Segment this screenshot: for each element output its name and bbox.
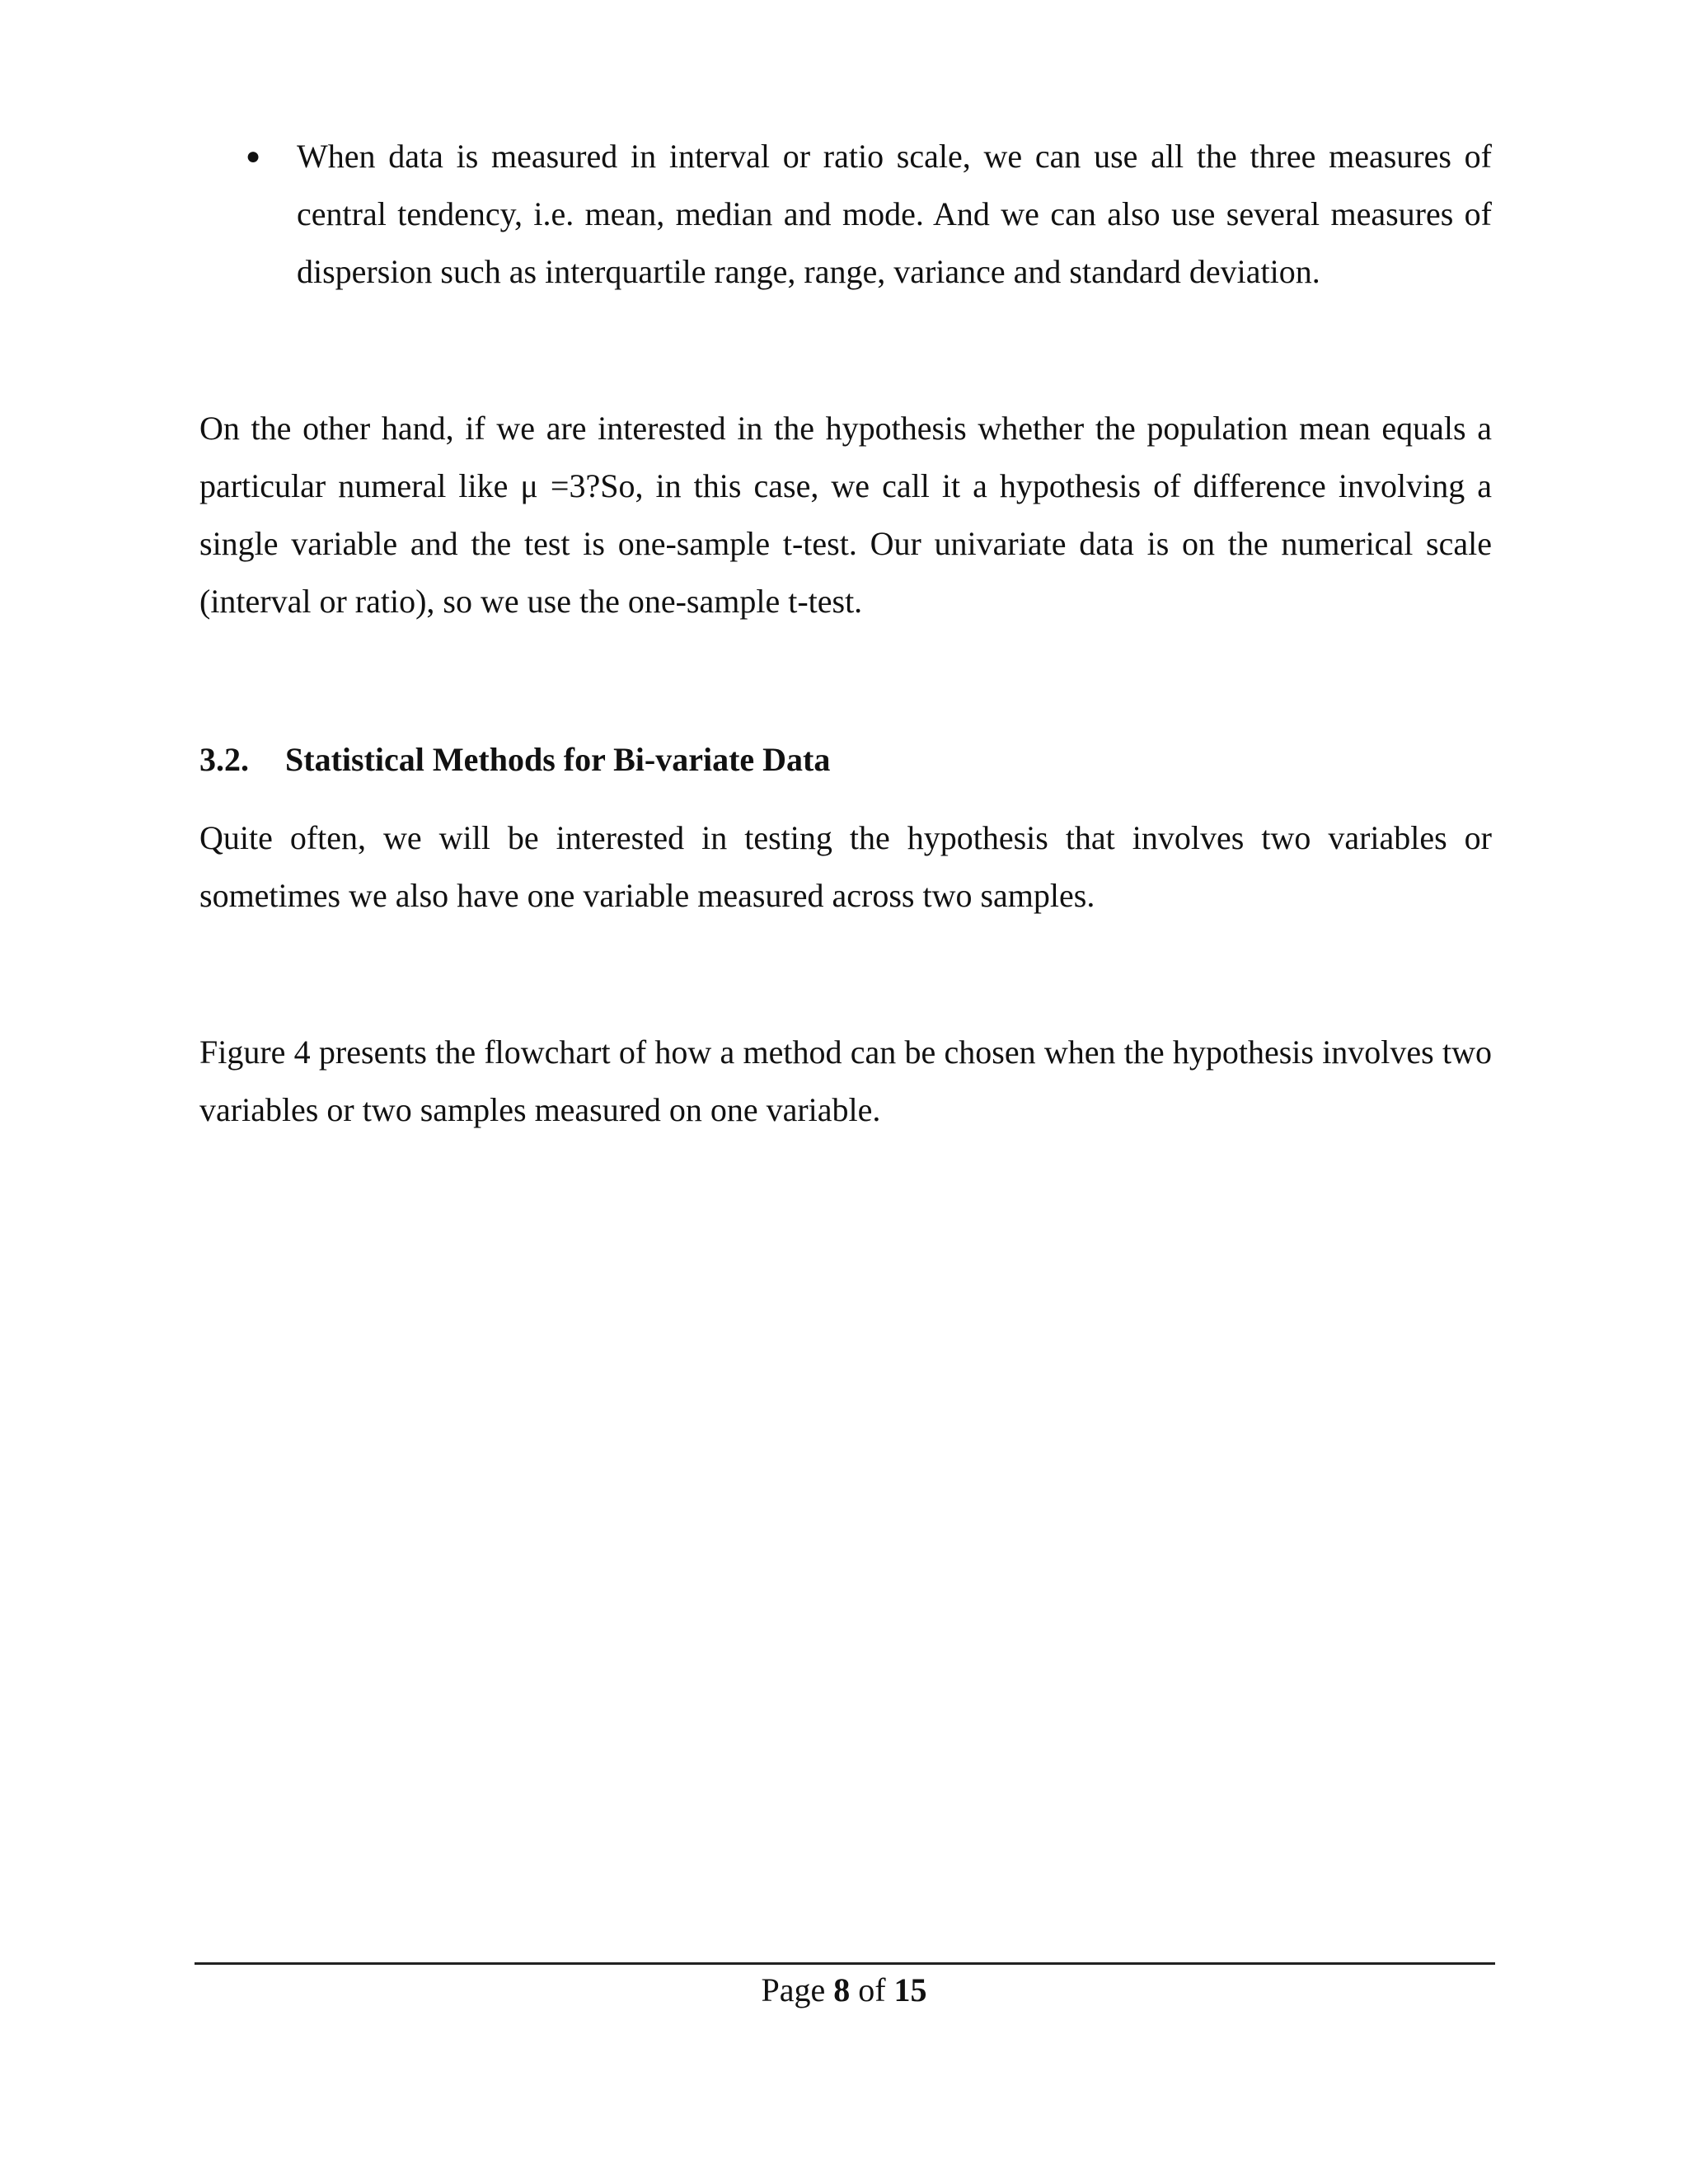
bullet-icon: ● bbox=[246, 143, 261, 170]
page-footer bbox=[0, 1966, 1688, 2015]
paragraph-bivariate-intro: Quite often, we will be interested in testing the hypothesis that involves two variables or sometimes we also have one variable measured across two samples. bbox=[199, 819, 1492, 914]
footer-current-page: 8 bbox=[833, 1971, 851, 2008]
bullet-list-item bbox=[246, 128, 1492, 301]
section-number: 3.2. bbox=[199, 741, 249, 778]
bullet-text: When data is measured in interval or ratio scale, we can use all the three measures of central tendency, i.e. mean, median and mode. And we can also use several measures of dispersion such as interquartile range, range, variance and standard deviation. bbox=[297, 138, 1492, 290]
paragraph-figure-reference: Figure 4 presents the flowchart of how a method can be chosen when the hypothesis involves two variables or two samples measured on one variable. bbox=[199, 1033, 1492, 1128]
section-heading bbox=[199, 731, 830, 789]
paragraph-one-sample-test: On the other hand, if we are interested in the hypothesis whether the population mean equals a particular numeral like μ =3?So, in this case, we call it a hypothesis of difference involving a single variable and the test is one-sample t-test. Our univariate data is on the numerical scale (interval or ratio), so we use the one-sample t-test. bbox=[199, 410, 1492, 620]
section-title: Statistical Methods for Bi-variate Data bbox=[285, 741, 831, 778]
footer-total-pages: 15 bbox=[893, 1971, 927, 2008]
footer-divider bbox=[195, 1962, 1495, 1965]
footer-of-word: of bbox=[858, 1971, 886, 2008]
footer-page-word: Page bbox=[761, 1971, 826, 2008]
